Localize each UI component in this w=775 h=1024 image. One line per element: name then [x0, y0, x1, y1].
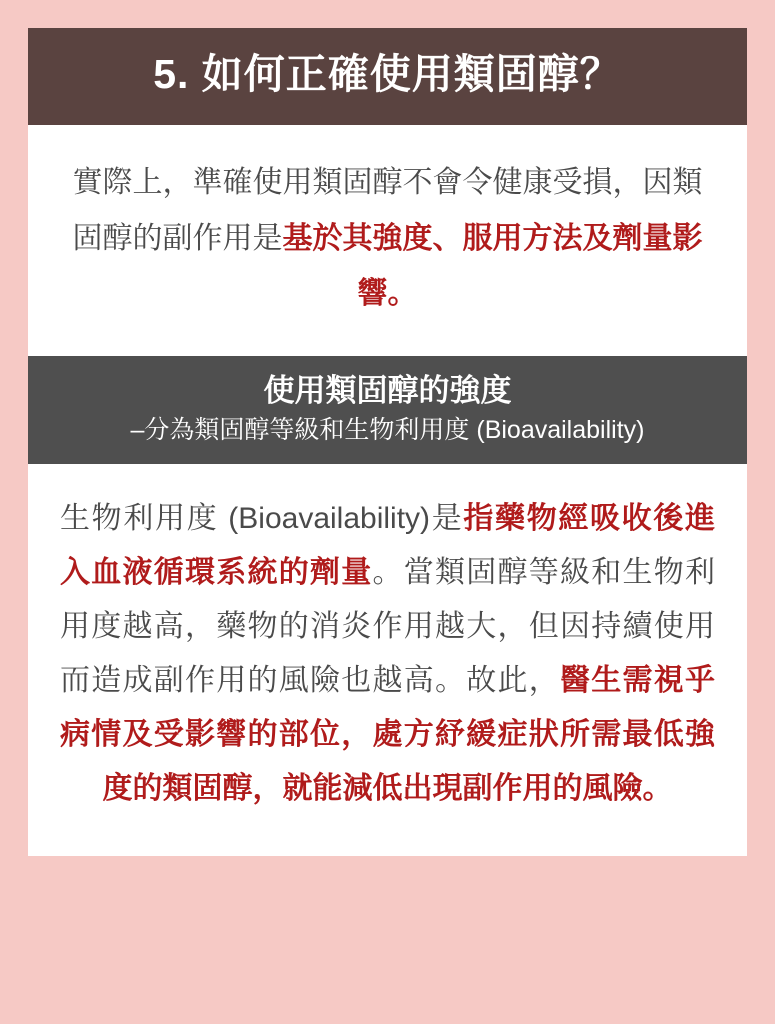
section-title: 使用類固醇的強度	[263, 372, 512, 408]
body-paragraph	[28, 464, 747, 856]
section-subtitle: –分為類固醇等級和生物利用度 (Bioavailability)	[130, 415, 645, 444]
title-bar	[28, 28, 747, 125]
body-segment-4-accent: 醫生需視乎病情及受影響的部位，處方紓緩症狀所需最低強度的類固醇，就能減低出現副作用的風險。	[60, 664, 715, 806]
content-card	[28, 28, 747, 856]
body-segment-3: 。當類固醇等級和生物利用度越高，藥物的消炎作用越大，但因持續使用而造成副作用的風險也越高。故此，	[60, 556, 715, 698]
body-segment-2-accent: 指藥物經吸收後進入血液循環系統的劑量	[60, 502, 716, 590]
intro-paragraph	[28, 125, 747, 356]
intro-plain-text: 實際上，準確使用類固醇不會令健康受損，因類固醇的副作用是	[72, 166, 703, 255]
body-text	[60, 492, 715, 816]
intro-text	[68, 155, 707, 322]
page-title: 5. 如何正確使用類固醇？	[153, 51, 622, 97]
intro-accent-text: 基於其強度、服用方法及劑量影響。	[282, 221, 703, 311]
section-header-bar	[28, 356, 747, 464]
body-segment-1: 生物利用度 (Bioavailability)是	[60, 502, 464, 536]
